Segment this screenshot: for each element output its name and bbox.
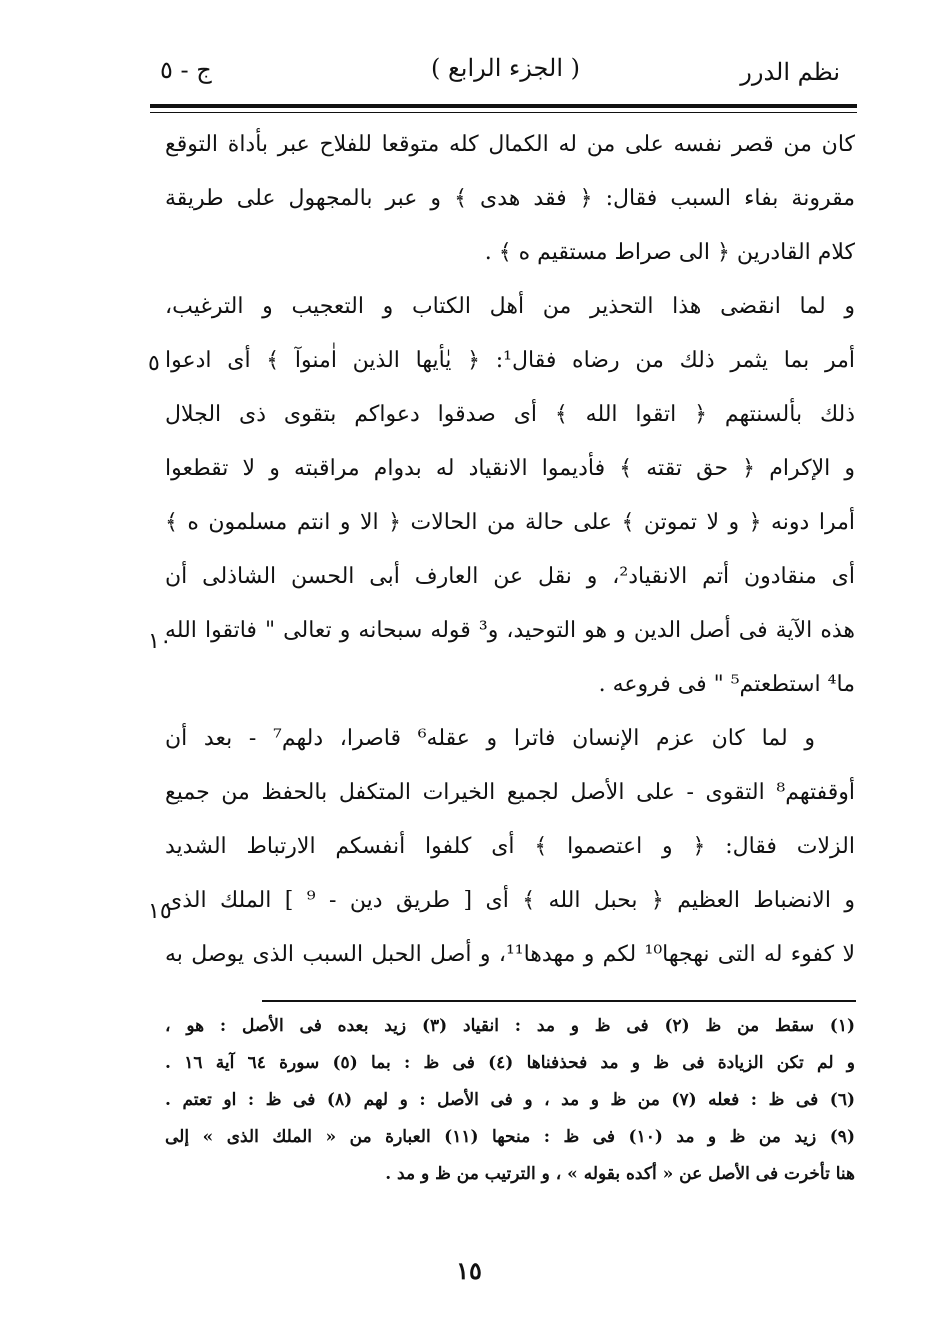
main-text: [165, 118, 855, 982]
footnote-line: (٩) زيد من ظ و مد (١٠) فى ظ : منحها (١١) العبارة من « الملك الذى » إلى: [165, 1127, 855, 1147]
text-line: مقرونة بفاء السبب فقال: ﴿ فقد هدى ﴾ و عبر بالمجهول على طريقة: [165, 186, 855, 211]
text-line: و لما كان عزم الإنسان فاترا و عقله⁶ قاصرا، دلهم⁷ - بعد أن: [165, 726, 815, 751]
header-rule-thick: [150, 104, 857, 108]
page-number: ١٥: [456, 1256, 482, 1285]
text-line: و لما انقضى هذا التحذير من أهل الكتاب و التعجيب و الترغيب،: [165, 294, 855, 319]
margin-line-number: ٥: [148, 351, 160, 376]
footnote-line: و لم تكن الزيادة فى ظ و مد فحذفناها (٤) فى ظ : بما (٥) سورة ٦٤ آية ١٦ .: [165, 1053, 855, 1073]
book-title: نظم الدرر: [740, 58, 840, 86]
footnote-line: (٦) فى ظ : فعله (٧) من ظ و مد ، و فى الأصل : و لهم (٨) فى ظ : او تعتم .: [165, 1090, 855, 1110]
text-line: كلام القادرين ﴿ الى صراط مستقيم ه ﴾ .: [484, 240, 855, 265]
text-line: كان من قصر نفسه على من له الكمال كله متوقعا للفلاح عبر بأداة التوقع: [165, 132, 855, 157]
text-line: ذلك بألسنتهم ﴿ اتقوا الله ﴾ أى صدقوا دعواكم بتقوى ذى الجلال: [165, 402, 855, 427]
text-line: لا كفوء له التى نهجها¹⁰ لكم و مهدها¹¹، و أصل الحبل السبب الذى يوصل به: [165, 942, 855, 967]
text-line: ما⁴ استطعتم⁵ " فى فروعه .: [598, 672, 855, 697]
text-line: الزلات فقال: ﴿ و اعتصموا ﴾ أى كلفوا أنفسكم الارتباط الشديد: [165, 834, 855, 859]
text-line: أمرا دونه ﴿ و لا تموتن ﴾ على حالة من الحالات ﴿ الا و انتم مسلمون ه ﴾: [165, 510, 855, 535]
header-rule-thin: [150, 112, 857, 113]
margin-line-number: ١٠: [148, 629, 172, 654]
text-line: أوقفتهم⁸ التقوى - على الأصل لجميع الخيرات المتكفل بالحفظ من جميع: [165, 780, 855, 805]
text-line: و الانضباط العظيم ﴿ بحبل الله ﴾ أى [ طريق دين - ⁹ ] الملك الذى: [165, 888, 855, 913]
folio-reference: ج - ٥: [160, 56, 212, 84]
text-line: أمر بما يثمر ذلك من رضاه فقال¹: ﴿ يٰأيها الذين اٰمنوآ ﴾ أى ادعوا: [165, 348, 855, 373]
running-header: [150, 48, 850, 98]
margin-line-number: ١٥: [148, 899, 172, 924]
footnote-line: هنا تأخرت فى الأصل عن « أكده بقوله » ، و الترتيب من ظ و مد .: [385, 1164, 855, 1184]
part-title: ( الجزء الرابع ): [431, 54, 580, 82]
footnote-separator: [262, 1000, 856, 1002]
text-line: أى منقادون أتم الانقياد²، و نقل عن العارف أبى الحسن الشاذلى أن: [165, 564, 855, 589]
footnotes: [165, 1008, 855, 1193]
text-line: هذه الآية فى أصل الدين و هو التوحيد، و³ قوله سبحانه و تعالى " فاتقوا الله: [165, 618, 855, 643]
text-line: و الإكرام ﴿ حق تقته ﴾ فأديموا الانقياد له بدوام مراقبته و لا تقطعوا: [165, 456, 855, 481]
footnote-line: (١) سقط من ظ (٢) فى ظ و مد : انقياد (٣) زيد بعده فى الأصل : هو ،: [165, 1016, 855, 1036]
